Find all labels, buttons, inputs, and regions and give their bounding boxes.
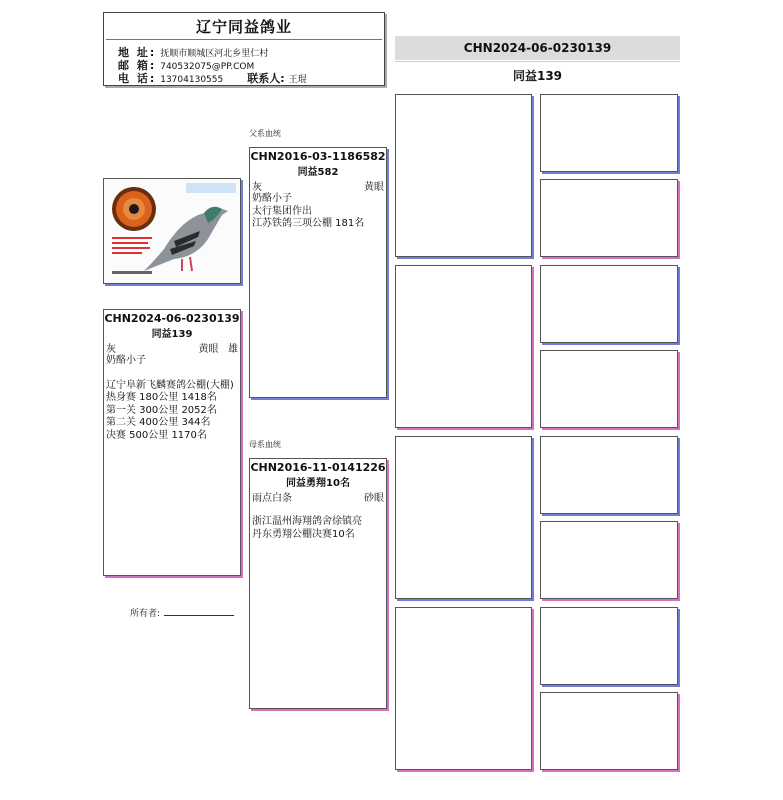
banner-divider <box>395 61 680 62</box>
dam-color: 雨点白条 <box>252 493 292 504</box>
subject-traits <box>104 340 240 355</box>
sire-line-2: 江苏铁鸽三项公棚 181名 <box>252 218 365 229</box>
great-grandparent-card-5 <box>540 436 678 514</box>
spacer <box>104 368 240 380</box>
dam-line-1: 丹东勇翔公棚决赛10名 <box>252 528 355 540</box>
great-grandparent-card-6 <box>540 521 678 599</box>
contact-label: 联系人: <box>247 72 285 85</box>
sire-ring: CHN2016-03-1186582 <box>250 150 386 163</box>
subject-name: 同益139 <box>151 329 193 340</box>
subject-result-4: 决赛 500公里 1170名 <box>106 429 207 441</box>
subject-strain: 奶酪小子 <box>106 355 146 366</box>
dam-ring: CHN2016-11-0141226 <box>250 461 386 474</box>
address-label: 地 址: <box>118 46 157 59</box>
dam-eye: 砂眼 <box>364 493 384 504</box>
sire-name: 同益582 <box>297 167 339 178</box>
phone-value: 13704130555 <box>160 75 224 85</box>
sire-eye: 黄眼 <box>364 182 384 193</box>
great-grandparent-card-2 <box>540 179 678 257</box>
subject-name-banner: 同益139 <box>512 69 563 83</box>
owner-label: 所有者: <box>130 609 161 619</box>
owner-blank <box>164 615 234 616</box>
subject-sex: 雄 <box>228 344 238 355</box>
breeder-header <box>103 12 385 86</box>
sire-card <box>249 147 387 398</box>
dam-traits <box>250 489 386 504</box>
owner-field <box>130 606 234 619</box>
grandsire-maternal-card <box>395 436 532 599</box>
pigeon-photo <box>103 178 241 284</box>
email-label: 邮 箱: <box>118 59 157 72</box>
address-value: 抚顺市顺城区河北乡里仁村 <box>160 49 269 59</box>
pigeon-photo-graphic <box>104 179 240 283</box>
header-divider <box>106 39 382 40</box>
great-grandparent-card-8 <box>540 692 678 770</box>
granddam-maternal-card <box>395 607 532 770</box>
dam-card <box>249 458 387 709</box>
dam-name: 同益勇翔10名 <box>286 478 350 489</box>
subject-result-1: 热身赛 180公里 1418名 <box>106 392 217 403</box>
sire-section-label: 父系血统 <box>249 129 281 138</box>
subject-color: 灰 <box>106 344 116 355</box>
great-grandparent-card-4 <box>540 350 678 428</box>
sire-color: 灰 <box>252 182 262 193</box>
great-grandparent-card-7 <box>540 607 678 685</box>
phone-row <box>118 70 307 86</box>
subject-ring-banner: CHN2024-06-0230139 <box>395 36 680 60</box>
great-grandparent-card-1 <box>540 94 678 172</box>
sire-traits <box>250 178 386 193</box>
grandsire-paternal-card <box>395 94 532 257</box>
spacer <box>250 504 386 516</box>
phone-label: 电 话: <box>118 72 157 85</box>
dam-section-label: 母系血统 <box>249 440 281 449</box>
contact-value: 王琨 <box>288 75 307 85</box>
granddam-paternal-card <box>395 265 532 428</box>
great-grandparent-card-3 <box>540 265 678 343</box>
dam-line-0: 浙江温州海翔鸽舍徐镇亮 <box>252 516 362 527</box>
email-value: 740532075@PP.COM <box>160 62 255 72</box>
subject-result-0: 辽宁阜新飞麟赛鸽公棚(大棚) <box>106 379 234 391</box>
subject-result-3: 第二关 400公里 344名 <box>106 417 211 428</box>
sire-line-1: 太行集团作出 <box>252 205 312 217</box>
subject-ring: CHN2024-06-0230139 <box>104 312 240 325</box>
subject-eye: 黄眼 <box>198 344 219 355</box>
sire-line-0: 奶酪小子 <box>252 193 292 204</box>
breeder-title: 辽宁同益鸽业 <box>195 18 292 36</box>
subject-result-2: 第一关 300公里 2052名 <box>106 404 217 416</box>
subject-card <box>103 309 241 576</box>
